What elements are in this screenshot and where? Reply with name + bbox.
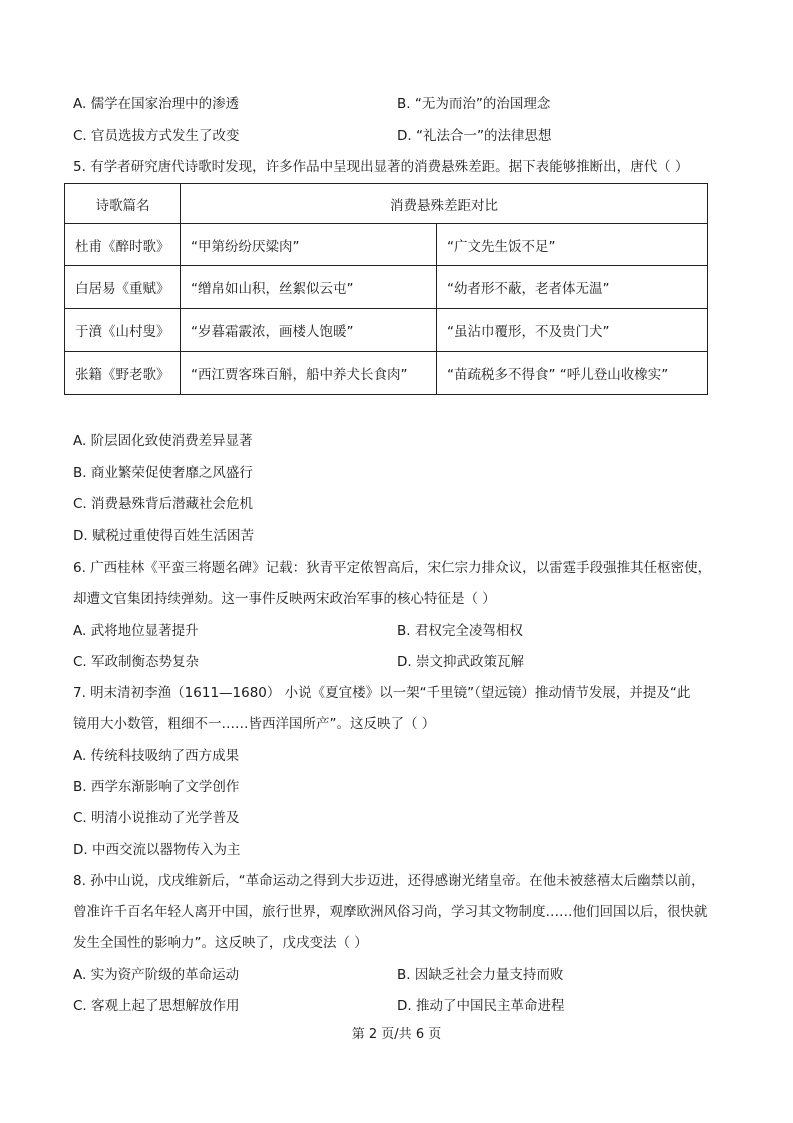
q8-option-b: B. 因缺乏社会力量支持而败	[397, 967, 564, 983]
q4-option-b: B. “无为而治”的治国理念	[397, 96, 551, 112]
table-cell-rich: “缯帛如山积，丝絮似云屯”	[181, 266, 437, 309]
q7-option-a: A. 传统科技吸纳了西方成果	[73, 748, 240, 764]
table-row	[65, 266, 708, 309]
table-cell-poem: 白居易《重赋》	[65, 266, 181, 309]
table-header-row	[65, 184, 708, 224]
q8-stem-line-1: 8. 孙中山说，戊戌维新后，“革命运动之得到大步迈进，还得感谢光绪皇帝。在他未被慈禧太后幽禁以前，	[73, 873, 705, 889]
q7-stem-line-2: 镜用大小数管，粗细不一……皆西洋国所产”。这反映了（ ）	[73, 716, 436, 732]
table-cell-poor: “苗疏税多不得食” “呼儿登山收橡实”	[437, 352, 708, 395]
q6-option-d: D. 崇文抑武政策瓦解	[397, 654, 524, 670]
q6-option-a: A. 武将地位显著提升	[73, 623, 199, 639]
q6-stem-line-2: 却遭文官集团持续弹劾。这一事件反映两宋政治军事的核心特征是（ ）	[73, 591, 496, 607]
q7-option-b: B. 西学东渐影响了文学创作	[73, 779, 240, 795]
q4-option-a: A. 儒学在国家治理中的渗透	[73, 96, 240, 112]
q7-option-d: D. 中西交流以器物传入为主	[73, 842, 241, 858]
q8-option-a: A. 实为资产阶级的革命运动	[73, 967, 240, 983]
table-header-title: 诗歌篇名	[65, 184, 181, 224]
q8-stem-line-3: 发生全国性的影响力”。这反映了，戊戌变法（ ）	[73, 935, 368, 951]
q5-option-c: C. 消费悬殊背后潜藏社会危机	[73, 496, 254, 512]
q5-stem: 5. 有学者研究唐代诗歌时发现，许多作品中呈现出显著的消费悬殊差距。据下表能够推断出，唐代（ ）	[73, 159, 689, 175]
table-cell-rich: “岁暮霜霰浓，画楼人饱暖”	[181, 309, 437, 352]
q8-option-d: D. 推动了中国民主革命进程	[397, 998, 565, 1014]
table-cell-poor: “幼者形不蔽，老者体无温”	[437, 266, 708, 309]
q8-option-c: C. 客观上起了思想解放作用	[73, 998, 240, 1014]
page-number-footer: 第 2 页/共 6 页	[351, 1027, 442, 1042]
table-row	[65, 224, 708, 266]
table-cell-poem: 杜甫《醉时歌》	[65, 224, 181, 266]
q4-option-d: D. “礼法合一”的法律思想	[397, 128, 552, 144]
q6-option-b: B. 君权完全凌驾相权	[397, 623, 523, 639]
q6-option-c: C. 军政制衡态势复杂	[73, 654, 200, 670]
table-cell-poor: “虽沾巾覆形，不及贵门犬”	[437, 309, 708, 352]
table-cell-poem: 于濆《山村叟》	[65, 309, 181, 352]
q7-option-c: C. 明清小说推动了光学普及	[73, 810, 240, 826]
q5-option-a: A. 阶层固化致使消费差异显著	[73, 433, 253, 449]
table-cell-poem: 张籍《野老歌》	[65, 352, 181, 395]
q4-option-c: C. 官员选拔方式发生了改变	[73, 128, 240, 144]
q5-option-b: B. 商业繁荣促使奢靡之风盛行	[73, 465, 253, 481]
poetry-comparison-table	[64, 183, 708, 395]
q8-stem-line-2: 曾准许千百名年轻人离开中国，旅行世界，观摩欧洲风俗习尚，学习其文物制度……他们回国以后，很快就	[73, 904, 708, 920]
q5-option-d: D. 赋税过重使得百姓生活困苦	[73, 528, 254, 544]
table-cell-rich: “甲第纷纷厌粱肉”	[181, 224, 437, 266]
table-row	[65, 352, 708, 395]
q6-stem-line-1: 6. 广西桂林《平蛮三将题名碑》记载：狄青平定侬智高后，宋仁宗力排众议，以雷霆手段强推其任枢密使，	[73, 560, 712, 576]
q7-stem-line-1: 7. 明末清初李渔（1611—1680） 小说《夏宜楼》以一架“千里镜”（望远镜）推动情节发展，并提及“此	[73, 685, 691, 701]
table-cell-rich: “西江贾客珠百斛，船中养犬长食肉”	[181, 352, 437, 395]
table-header-contrast: 消费悬殊差距对比	[181, 184, 708, 224]
table-cell-poor: “广文先生饭不足”	[437, 224, 708, 266]
table-row	[65, 309, 708, 352]
